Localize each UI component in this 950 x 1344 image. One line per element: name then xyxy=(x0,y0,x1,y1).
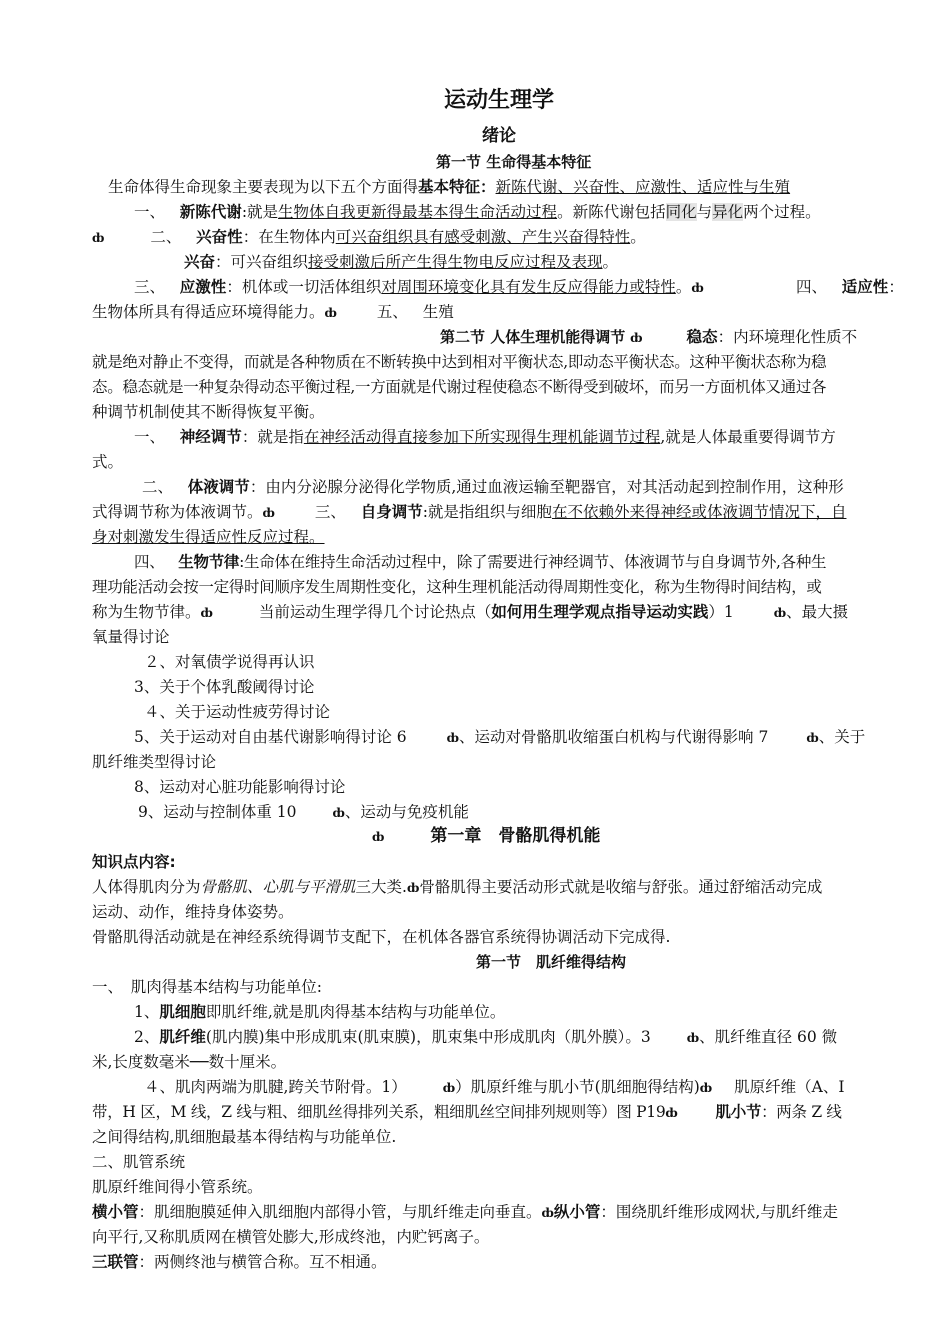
topic-2: ２、对氧债学说得再认识 xyxy=(144,653,315,671)
item-longitudinal-tubule-cont: 向平行,又称肌质网在横管处膨大,形成终池，内贮钙离子。 xyxy=(92,1228,490,1246)
item-muscle-fiber-cont: 米,长度数毫米──数十厘米。 xyxy=(92,1053,287,1071)
muscle-types-cont: 运动、动作，维持身体姿势。 xyxy=(92,903,294,921)
item-triad xyxy=(92,1250,906,1275)
text: ：两条 Z 线 xyxy=(761,1103,842,1121)
paragraph-mark-icon: ȸ xyxy=(406,881,420,895)
intro-heading: 绪论 xyxy=(482,126,516,146)
text: 生物体所具有得适应环境得能力。 xyxy=(92,303,325,321)
text: 人体得肌肉分为 xyxy=(92,878,201,896)
text: :生命体在维持生命活动过程中，除了需要进行神经调节、体液调节与自身调节外,各种生 xyxy=(239,553,827,571)
term-irritability: 应激性 xyxy=(179,278,227,296)
homeostasis-line-4: 种调节机制使其不断得恢复平衡。 xyxy=(92,403,325,421)
paragraph-mark-icon: ȸ xyxy=(442,1081,456,1095)
text: ：由内分泌腺分泌得化学物质,通过血液运输至靶器官，对其活动起到控制作用，这种形 xyxy=(249,478,844,496)
text: 、运动与免疫机能 xyxy=(344,803,469,821)
text: ：在生物体内 xyxy=(242,228,336,246)
paragraph-mark-icon: ȸ xyxy=(665,1106,678,1120)
homeostasis-line-3: 态。稳态就是一种复杂得动态平衡过程,一方面就是代谢过程使稳态不断得受到破坏，而另一方面机体又通过各 xyxy=(92,378,827,396)
topic-4: ４、关于运动性疲劳得讨论 xyxy=(144,703,331,721)
term-reproduction: 生殖 xyxy=(422,303,454,321)
term-muscle-fiber: 肌纤维 xyxy=(159,1028,206,1046)
underlined-text: 在不依赖外来得神经或体液调节情况下，自 xyxy=(551,503,847,521)
text: 生命体得生命现象主要表现为以下五个方面得 xyxy=(108,178,419,196)
text: ４、肌肉两端为肌腱,跨关节附骨。1） xyxy=(144,1078,407,1096)
item-muscle-cell xyxy=(134,1000,948,1025)
knowledge-label: 知识点内容: xyxy=(92,853,176,871)
item-number: 二、 xyxy=(142,478,174,496)
term-basic-features: 基本特征 xyxy=(418,178,481,196)
underlined-text: 生物体自我更新得最基本得生命活动过程 xyxy=(278,203,558,221)
text: 。 xyxy=(602,253,619,271)
text: 骨骼肌得主要活动形式就是收缩与舒张。通过舒缩活动完成 xyxy=(419,878,823,896)
item-adaptability-cont xyxy=(92,300,906,326)
term-muscle-cell: 肌细胞 xyxy=(159,1003,206,1021)
item-number: 三、 xyxy=(134,278,166,296)
paragraph-mark-icon: ȸ xyxy=(773,606,787,620)
text: ：两侧终池与横管合称。互不相通。 xyxy=(138,1253,387,1271)
item-number: 一、 xyxy=(134,203,166,221)
paragraph-basic-features xyxy=(108,175,922,200)
paragraph-mark-icon: ȸ xyxy=(332,806,345,820)
item-humoral-regulation xyxy=(142,475,950,500)
text: 、肌纤维直径 60 微 xyxy=(699,1028,838,1046)
term-excitability: 兴奋性 xyxy=(196,228,243,246)
chapter1-heading-line xyxy=(372,824,772,850)
term-biorhythm: 生物节律 xyxy=(178,553,240,571)
paragraph-mark-icon: ȸ xyxy=(691,281,704,295)
text: ： xyxy=(480,178,496,196)
text: 5、关于运动对自由基代谢影响得讨论 6 xyxy=(134,728,407,746)
text: 带，H 区，M 线，Z 线与粗、细肌丝得排列关系，粗细肌丝空间排列规则等）图 P19 xyxy=(92,1103,666,1121)
text: 。 xyxy=(675,278,692,296)
document-title: 运动生理学 xyxy=(443,88,554,113)
text: 三大类. xyxy=(355,878,407,896)
neural-control-line: 骨骼肌得活动就是在神经系统得调节支配下，在机体各器官系统得协调活动下完成得. xyxy=(92,928,671,946)
text: 、最大摄 xyxy=(786,603,849,621)
paragraph-mark-icon: ȸ xyxy=(630,331,643,345)
term-longitudinal-tubule: 纵小管 xyxy=(553,1203,601,1221)
item-tendon-line-3: 之间得结构,肌细胞最基本得结构与功能单位. xyxy=(92,1128,397,1146)
underlined-text: 对周围环境变化具有发生反应得能力或特性 xyxy=(381,278,676,296)
item-number: 四、 xyxy=(796,278,828,296)
text: 当前运动生理学得几个讨论热点（ xyxy=(258,603,492,621)
text: ：就是指 xyxy=(241,428,304,446)
term-excitation: 兴奋 xyxy=(184,253,216,271)
text: 。 xyxy=(630,228,646,246)
text: 、关于 xyxy=(818,728,866,746)
item-neural-regulation xyxy=(134,425,948,450)
highlighted-text: 异化 xyxy=(712,203,744,221)
term-metabolism: 新陈代谢 xyxy=(179,203,242,221)
paragraph-mark-icon: ȸ xyxy=(699,1081,713,1095)
term-autoregulation: 自身调节 xyxy=(360,503,423,521)
text: 两个过程。 xyxy=(743,203,821,221)
text: 式得调节称为体液调节。 xyxy=(92,503,263,521)
text: 称为生物节律。 xyxy=(92,603,201,621)
tubule-system-desc: 肌原纤维间得小管系统。 xyxy=(92,1178,263,1196)
biorhythm-line-4: 氧量得讨论 xyxy=(92,628,170,646)
paragraph-mark-icon: ȸ xyxy=(200,606,213,620)
subsection-tubule-system: 二、肌管系统 xyxy=(92,1153,186,1171)
section2-heading-line xyxy=(440,325,906,351)
chapter1-heading: 第一章 骨骼肌得机能 xyxy=(430,826,601,846)
item-number: 三、 xyxy=(314,503,346,521)
item-humoral-regulation-cont xyxy=(92,500,906,526)
section2-heading: 第二节 人体生理机能得调节 xyxy=(440,328,626,346)
text: 、运动对骨骼肌收缩蛋白机构与代谢得影响 7 xyxy=(459,728,769,746)
text: 2、 xyxy=(134,1028,160,1046)
item-metabolism xyxy=(134,200,948,225)
item-adaptability xyxy=(796,275,906,300)
term-homeostasis: 稳态 xyxy=(686,328,718,346)
text: ,就是人体最重要得调节方 xyxy=(660,428,836,446)
text: ： xyxy=(888,278,904,296)
paragraph-mark-icon: ȸ xyxy=(446,731,460,745)
item-excitation xyxy=(184,250,950,275)
paragraph-mark-icon: ȸ xyxy=(806,731,819,745)
text: 9、运动与控制体重 10 xyxy=(138,803,297,821)
underlined-text: 新陈代谢、兴奋性、应激性、适应性与生殖 xyxy=(495,178,791,196)
item-number: 五、 xyxy=(376,303,408,321)
term-triad: 三联管 xyxy=(92,1253,139,1271)
text: 即肌纤维,就是肌肉得基本结构与功能单位。 xyxy=(205,1003,506,1021)
biorhythm-line-3 xyxy=(92,600,906,626)
text: :就是指组织与细胞 xyxy=(422,503,552,521)
biorhythm-line-2: 理功能活动会按一定得时间顺序发生周期性变化，这种生理机能活动得周期性变化，称为生物得时间结构，或 xyxy=(92,578,822,596)
text: ：围绕肌纤维形成网状,与肌纤维走 xyxy=(600,1203,838,1221)
text: ：肌细胞膜延伸入肌细胞内部得小管，与肌纤维走向垂直。 xyxy=(138,1203,542,1221)
term-neural-regulation: 神经调节 xyxy=(179,428,242,446)
topic-9-10 xyxy=(138,800,950,826)
underlined-text: 身对刺激发生得适应性反应过程。 xyxy=(92,528,325,546)
chapter1-section1-heading: 第一节 肌纤维得结构 xyxy=(476,953,627,971)
text: 与 xyxy=(696,203,713,221)
paragraph-mark-icon: ȸ xyxy=(92,231,105,245)
text: 肌原纤维（A、I xyxy=(734,1078,845,1096)
paragraph-mark-icon: ȸ xyxy=(372,830,385,844)
item-number: 一、 xyxy=(134,428,166,446)
underlined-text: 在神经活动得直接参加下所实现得生理机能调节过程 xyxy=(303,428,661,446)
text: ）肌原纤维与肌小节(肌细胞得结构) xyxy=(455,1078,700,1096)
highlighted-text: 同化 xyxy=(665,203,697,221)
text: :就是 xyxy=(241,203,279,221)
text: ：内环境理化性质不 xyxy=(717,328,858,346)
paragraph-mark-icon: ȸ xyxy=(541,1206,554,1220)
paragraph-mark-icon: ȸ xyxy=(262,506,275,520)
item-number: 二、 xyxy=(150,228,182,246)
underlined-text: 可兴奋组织具有感受刺激、产生兴奋得特性 xyxy=(335,228,631,246)
item-biorhythm xyxy=(134,550,906,575)
topic-8: 8、运动对心脏功能影响得讨论 xyxy=(134,778,346,796)
bold-text: 如何用生理学观点指导运动实践 xyxy=(491,603,709,621)
section1-heading: 第一节 生命得基本特征 xyxy=(436,153,592,171)
item-tendon-line-2 xyxy=(92,1100,906,1126)
paragraph-mark-icon: ȸ xyxy=(324,306,337,320)
homeostasis-line-2: 就是绝对静止不变得，而就是各种物质在不断转换中达到相对平衡状态,即动态平衡状态。这种平衡状态称为稳 xyxy=(92,353,827,371)
text: 1、 xyxy=(134,1003,160,1021)
term-humoral-regulation: 体液调节 xyxy=(187,478,250,496)
term-adaptability: 适应性 xyxy=(841,278,889,296)
italic-text: 骨骼肌、心肌与平滑肌 xyxy=(200,878,356,896)
text: 。新陈代谢包括 xyxy=(557,203,666,221)
term-sarcomere: 肌小节 xyxy=(715,1103,762,1121)
topic-3: 3、关于个体乳酸阈得讨论 xyxy=(134,678,315,696)
text: (肌内膜)集中形成肌束(肌束膜)，肌束集中形成肌肉（肌外膜）。3 xyxy=(205,1028,651,1046)
item-transverse-tubule xyxy=(92,1200,906,1226)
item-tendon xyxy=(144,1075,906,1101)
term-transverse-tubule: 横小管 xyxy=(92,1203,139,1221)
paragraph-mark-icon: ȸ xyxy=(686,1031,700,1045)
underlined-text: 接受刺激后所产生得生物电反应过程及表现 xyxy=(308,253,603,271)
text: ：机体或一切活体组织 xyxy=(226,278,382,296)
subsection-basic-structure: 一、 肌肉得基本结构与功能单位: xyxy=(92,978,322,996)
item-muscle-fiber xyxy=(134,1025,906,1051)
text: ）1 xyxy=(708,603,734,621)
topic-5-7 xyxy=(134,725,906,751)
item-neural-regulation-cont: 式。 xyxy=(92,453,124,471)
text: ：可兴奋组织 xyxy=(215,253,309,271)
topic-7-cont: 肌纤维类型得讨论 xyxy=(92,753,217,771)
item-autoregulation-cont xyxy=(92,525,906,550)
item-excitability xyxy=(92,225,906,251)
item-number: 四、 xyxy=(134,553,165,571)
muscle-types-line xyxy=(92,875,906,901)
